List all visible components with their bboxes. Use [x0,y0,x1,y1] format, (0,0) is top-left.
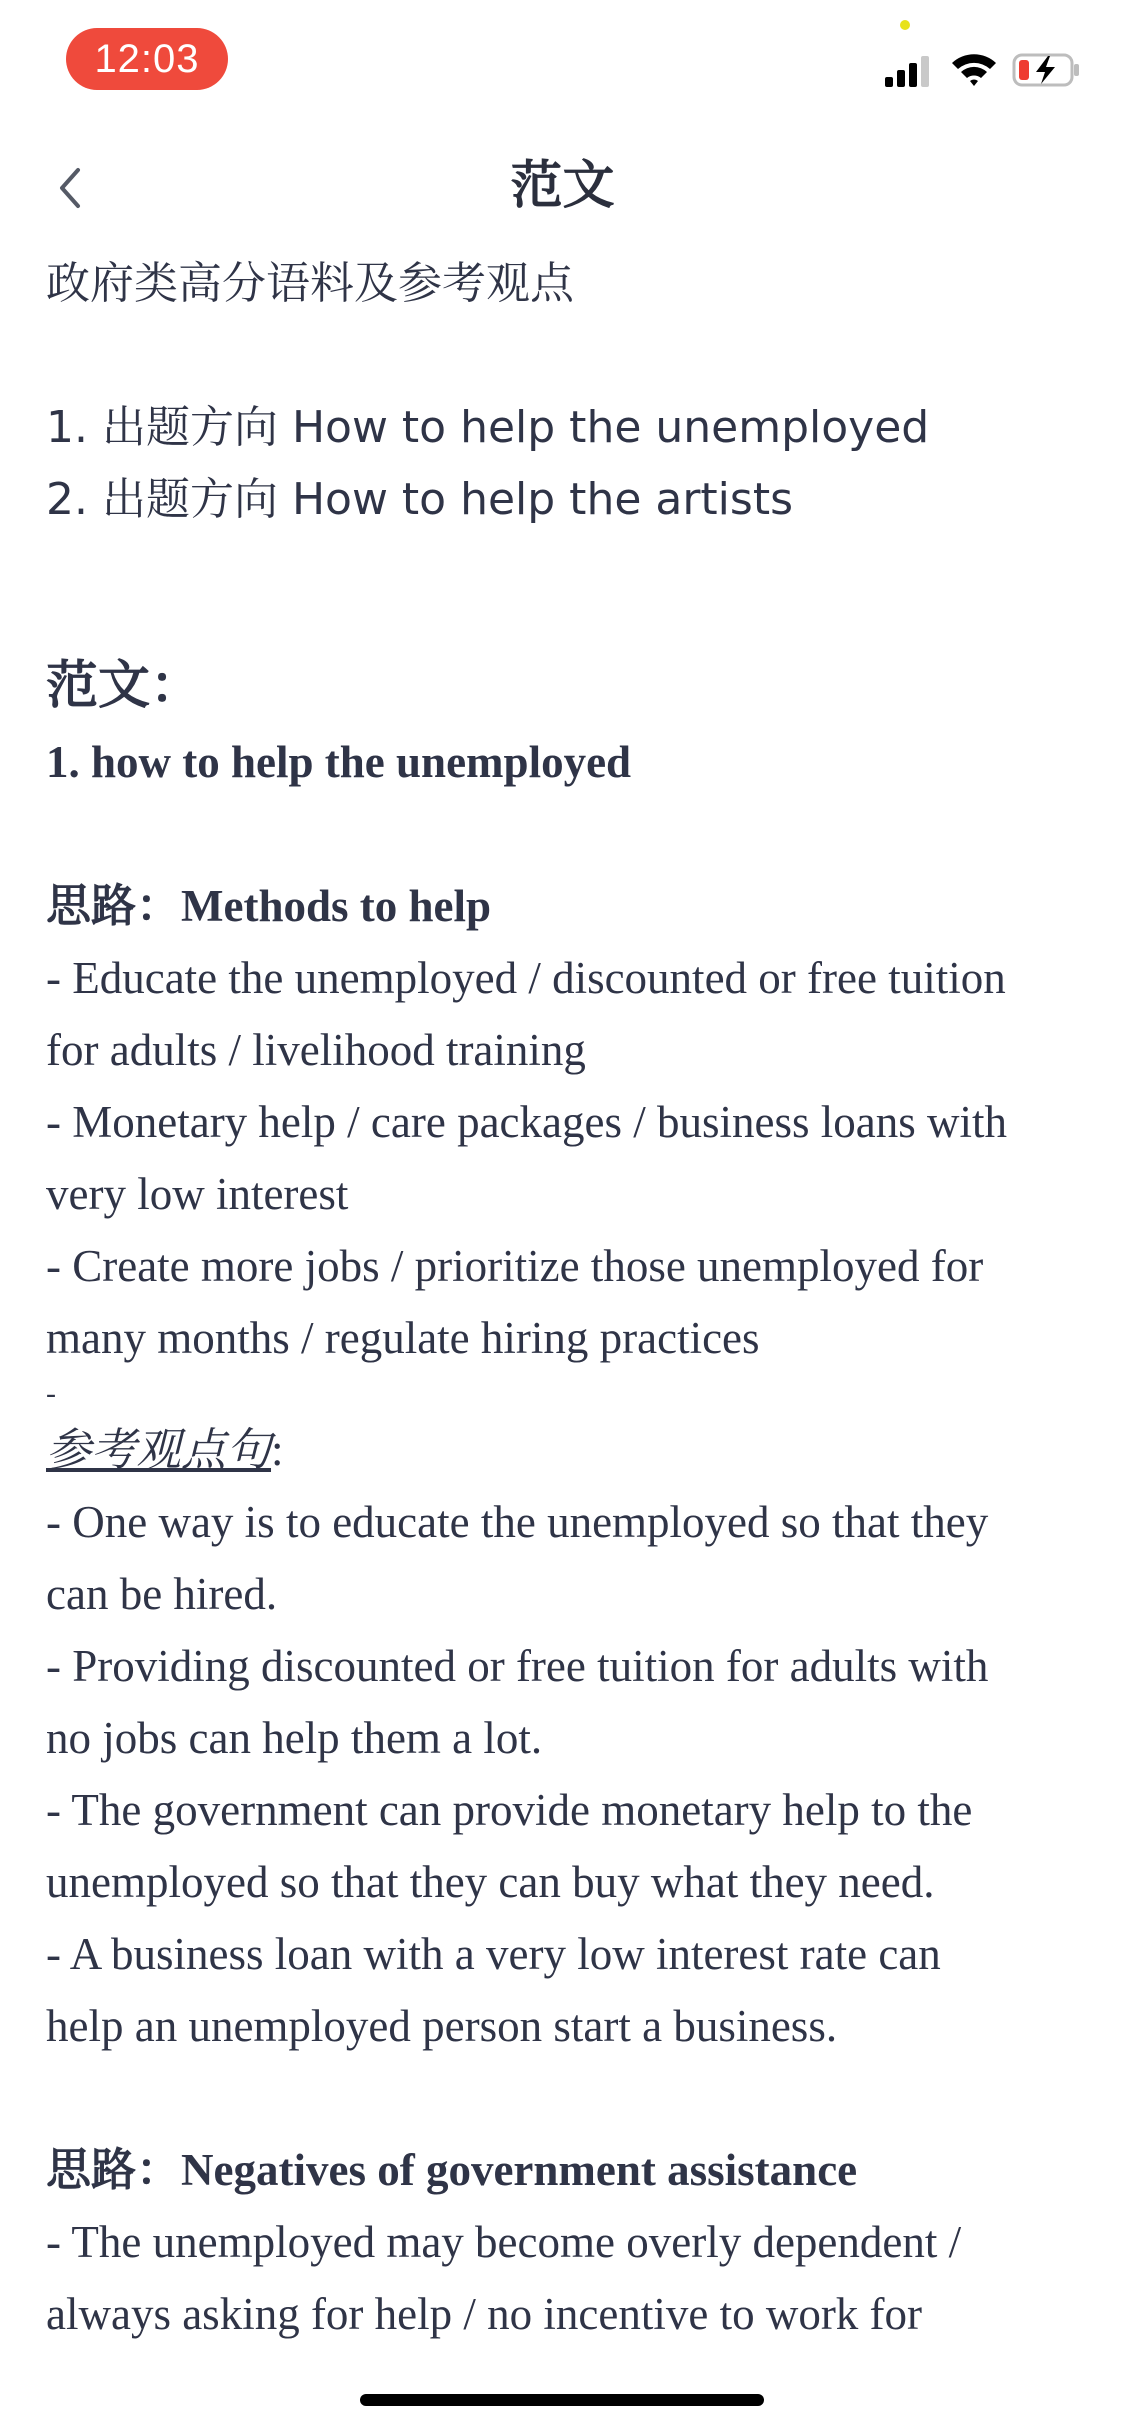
reference-line: unemployed so that they can buy what they need. [46,1857,935,1907]
reference-heading [46,1414,1086,1486]
section-heading [46,870,1086,942]
reference-line: - A business loan with a very low interest rate can [46,1929,941,1979]
section-line: many months / regulate hiring practices [46,1313,760,1363]
page-title: 范文 [510,156,615,216]
reference-line: can be hired. [46,1569,278,1619]
reference-label: 参考观点句 [46,1423,272,1476]
section-title: Negatives of government assistance [181,2145,858,2195]
status-time: 12:03 [66,28,228,90]
section-line: - Educate the unemployed / discounted or free tuition [46,953,1006,1003]
topic-item: 2. 出题方向 How to help the artists [46,474,794,525]
essay-heading: 范文： [46,656,203,716]
section-label: 思路： [46,2143,182,2196]
separator-dash: - [46,1377,56,1410]
battery-charging-icon [1012,52,1082,88]
topic-item: 1. 出题方向 How to help the unemployed [46,402,930,453]
section-heading [46,2134,1086,2206]
reference-colon: : [271,1425,284,1475]
reference-line: no jobs can help them a lot. [46,1713,543,1763]
home-indicator[interactable] [360,2394,764,2406]
essay-title: 1. how to help the unemployed [46,737,632,787]
wifi-icon [950,50,998,88]
reference-line: - Providing discounted or free tuition for adults with [46,1641,989,1691]
section-line: - The unemployed may become overly dependent / [46,2217,962,2267]
article-content [46,248,1086,2350]
section-title: Methods to help [181,881,492,931]
section-label: 思路： [46,879,182,932]
status-bar [0,0,1125,130]
recording-indicator-dot [900,20,910,30]
section-line: always asking for help / no incentive to work for [46,2289,923,2339]
section-line: - Monetary help / care packages / business loans with [46,1097,1007,1147]
reference-line: - The government can provide monetary help to the [46,1785,973,1835]
reference-line: - One way is to educate the unemployed so that they [46,1497,989,1547]
reference-line: help an unemployed person start a business. [46,2001,838,2051]
section-line: very low interest [46,1169,349,1219]
article-subtitle: 政府类高分语料及参考观点 [46,258,574,309]
cellular-signal-icon [885,55,929,87]
section-line: for adults / livelihood training [46,1025,586,1075]
section-line: - Create more jobs / prioritize those unemployed for [46,1241,984,1291]
